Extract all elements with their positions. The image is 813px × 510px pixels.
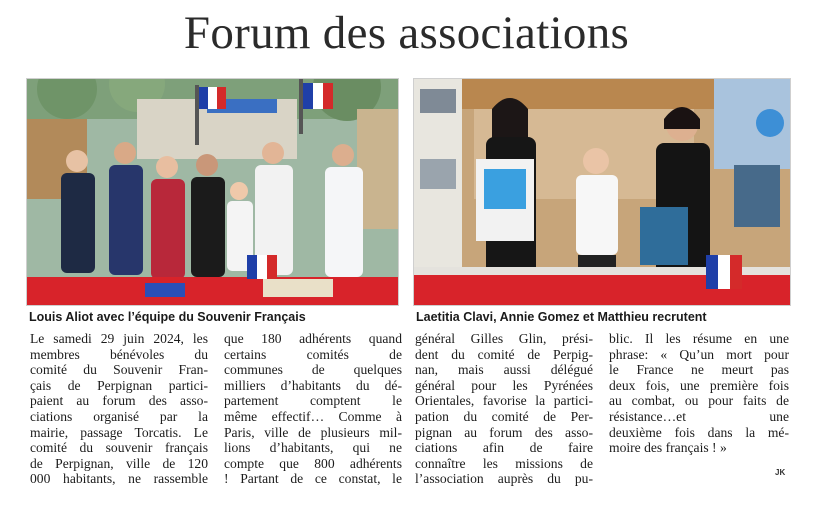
photo-team-souvenir-francais: [26, 78, 399, 306]
text-line: comité du Souvenir Fran-: [30, 362, 208, 378]
text-line: Orientales, favorise la partici-: [415, 393, 593, 409]
text-line: comité du souvenir français: [30, 440, 208, 456]
text-line: moire des français ! »: [609, 440, 727, 456]
article-headline: Forum des associations: [183, 7, 630, 59]
text-line: çais de Perpignan partici-: [30, 377, 208, 393]
photo-right-image: [414, 79, 790, 305]
text-line: deux fois, une première fois: [609, 377, 789, 393]
text-line: le France ne meurt pas: [609, 362, 789, 378]
article-column-4: [609, 331, 789, 456]
photo-caption-left: Louis Aliot avec l’équipe du Souvenir Français: [29, 310, 306, 324]
text-line: l’association auprès du pu-: [415, 471, 593, 487]
text-line: 000 habitants, ne rassemble: [30, 471, 208, 487]
article-column-3: [415, 331, 593, 487]
text-line: compte que 800 adhérents: [224, 455, 402, 471]
text-line: ciations afin de faire: [415, 440, 593, 456]
text-line: connaître les missions de: [415, 455, 593, 471]
text-line: général Gilles Glin, prési-: [415, 331, 593, 346]
text-line: partement comptent le: [224, 393, 402, 409]
text-line: général pour les Pyrénées: [415, 377, 593, 393]
text-line: dent du comité de Perpig-: [415, 346, 593, 362]
text-line: résistance…et une: [609, 408, 789, 424]
text-line: milliers d’habitants du dé-: [224, 377, 402, 393]
text-line: blic. Il les résume en une: [609, 331, 789, 346]
text-line: nan, mais aussi délégué: [415, 362, 593, 378]
photo-left-image: [27, 79, 398, 305]
text-line: pation du comité de Per-: [415, 408, 593, 424]
text-line: phrase: « Qu’un mort pour: [609, 346, 789, 362]
photo-recruiters: [413, 78, 791, 306]
text-line: paient au forum des asso-: [30, 393, 208, 409]
text-line: pignan au forum des asso-: [415, 424, 593, 440]
text-line: que 180 adhérents quand: [224, 331, 402, 346]
text-line: communes de quelques: [224, 362, 402, 378]
text-line: de Perpignan, ville de 120: [30, 455, 208, 471]
photo-caption-right: Laetitia Clavi, Annie Gomez et Matthieu recrutent: [416, 310, 707, 324]
text-line: Le samedi 29 juin 2024, les: [30, 331, 208, 346]
text-line: au combat, ou pour faits de: [609, 393, 789, 409]
text-line: mairie, passage Torcatis. Le: [30, 424, 208, 440]
text-line: membres bénévoles du: [30, 346, 208, 362]
text-line: ! Partant de ce constat, le: [224, 471, 402, 487]
text-line: Paris, ville de plusieurs mil-: [224, 424, 402, 440]
article-column-2: [224, 331, 402, 487]
text-line: deuxième fois dans la mé-: [609, 424, 789, 440]
article-column-1: [30, 331, 208, 487]
author-initials: JK: [775, 468, 786, 477]
text-line: certains comités de: [224, 346, 402, 362]
text-line: même effectif… Comme à: [224, 408, 402, 424]
text-line: ciations organisé par la: [30, 408, 208, 424]
text-line: lions d’habitants, qui ne: [224, 440, 402, 456]
